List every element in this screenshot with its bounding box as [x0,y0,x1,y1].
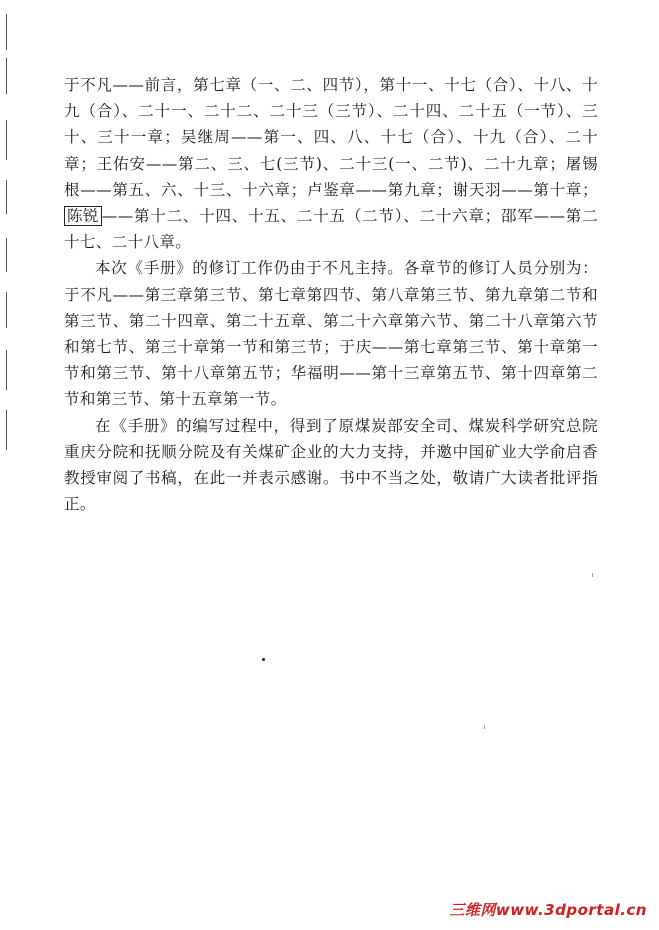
margin-scan-mark [6,410,7,450]
paragraph-acknowledgement: 在《手册》的编写过程中，得到了原煤炭部安全司、煤炭科学研究总院重庆分院和抚顺分院及有关煤矿企业的大力支持，并邀中国矿业大学俞启香教授审阅了书稿，在此一并表示感谢。书中不当之处，敬请广大读者批评指正。 [64,416,598,514]
scan-speck [484,725,485,729]
scan-speck [592,573,593,577]
margin-scan-mark [6,180,7,214]
site-watermark: 三维网www.3dportal.cn [449,901,647,919]
margin-scan-mark [6,350,7,390]
margin-scan-mark [6,292,7,328]
margin-scan-mark [6,120,7,160]
paragraph-contributors [64,72,598,255]
paragraph-revision: 本次《手册》的修订工作仍由于不凡主持。各章节的修订人员分别为：于不凡——第三章第三节、第七章第四节、第八章第三节、第九章第二节和第三节、第二十四章、第二十五章、第二十六章第六节、第二十八章第六节和第七节、第三十章第一节和第三节；于庆——第七章第三节、第十章第一节和第三节、第十八章第五节；华福明——第十三章第五节、第十四章第二节和第三节、第十五章第一节。 [64,259,598,409]
body-text [64,72,598,517]
margin-scan-mark [6,14,7,50]
scan-dot [262,658,265,661]
paragraph-text: 于不凡——前言，第七章（一、二、四节），第十一、十七（合）、十八、十九（合）、二十一、二十二、二十三（三节）、二十四、二十五（一节）、三十、三十一章；吴继周——第一、四、八、十七（合）、十九（合）、二十章；王佑安——第二、三、七(三节)、二十三(一、二节)、二十九章；屠锡根——第五、六、十三、十六章；卢鉴章——第九章；谢天羽——第十章； [64,76,598,199]
margin-scan-mark [6,58,7,94]
margin-scan-mark [6,238,7,272]
boxed-author-name: 陈锐 [64,206,102,226]
paragraph-text: ——第十二、十四、十五、二十五（二节）、二十六章；邵军——第二十七、二十八章。 [64,207,598,252]
